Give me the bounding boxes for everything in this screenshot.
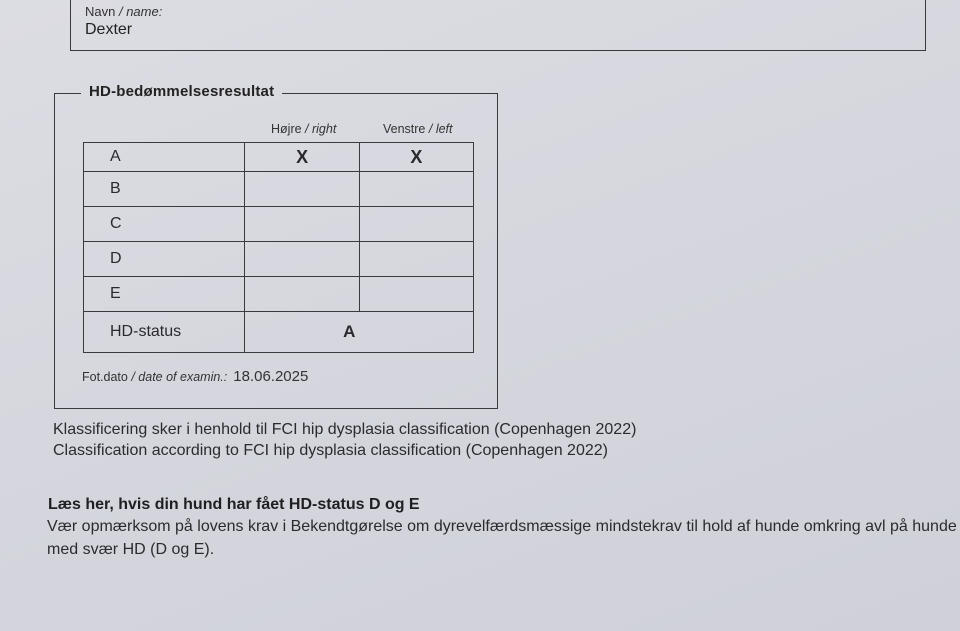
- left-mark: [359, 277, 473, 312]
- hd-grade-table: [83, 142, 474, 353]
- column-header-left: Venstre / left: [383, 122, 453, 136]
- left-mark: [359, 242, 473, 277]
- left-mark: [359, 172, 473, 207]
- right-mark: [245, 172, 359, 207]
- column-header-right: Højre / right: [271, 122, 337, 136]
- grade-row-b: [84, 172, 474, 207]
- grade-label: E: [84, 277, 245, 312]
- classification-danish: Klassificering sker i henhold til FCI hip dysplasia classification (Copenhagen 2022): [53, 421, 637, 438]
- notice-title: Læs her, hvis din hund har fået HD-status D og E: [48, 496, 420, 513]
- hd-status-row: [84, 312, 474, 353]
- left-mark: X: [359, 143, 473, 172]
- grade-row-e: [84, 277, 474, 312]
- grade-label: A: [84, 143, 245, 172]
- right-mark: [245, 277, 359, 312]
- exam-date-value: 18.06.2025: [233, 368, 309, 385]
- right-mark: [245, 242, 359, 277]
- classification-english: Classification according to FCI hip dysplasia classification (Copenhagen 2022): [53, 442, 608, 459]
- grade-row-c: [84, 207, 474, 242]
- dog-name: Dexter: [85, 21, 133, 38]
- notice-body: Vær opmærksom på lovens krav i Bekendtgørelse om dyrevelfærdsmæssige mindstekrav til hold af hunde omkring avl på hunde med svær HD (D og E).: [47, 518, 957, 558]
- name-box: [70, 0, 926, 51]
- hd-result-title: HD-bedømmelsesresultat: [81, 83, 282, 100]
- grade-label: C: [84, 207, 245, 242]
- grade-label: D: [84, 242, 245, 277]
- grade-row-a: [84, 143, 474, 172]
- grade-label: B: [84, 172, 245, 207]
- grade-row-d: [84, 242, 474, 277]
- hd-status-label: HD-status: [84, 312, 245, 353]
- name-label: Navn / name:: [85, 4, 163, 19]
- hd-status-value: A: [245, 312, 474, 353]
- right-mark: [245, 207, 359, 242]
- right-mark: X: [245, 143, 359, 172]
- hd-result-frame: [54, 83, 498, 409]
- exam-date: Fot.dato / date of examin.: 18.06.2025: [82, 368, 309, 385]
- left-mark: [359, 207, 473, 242]
